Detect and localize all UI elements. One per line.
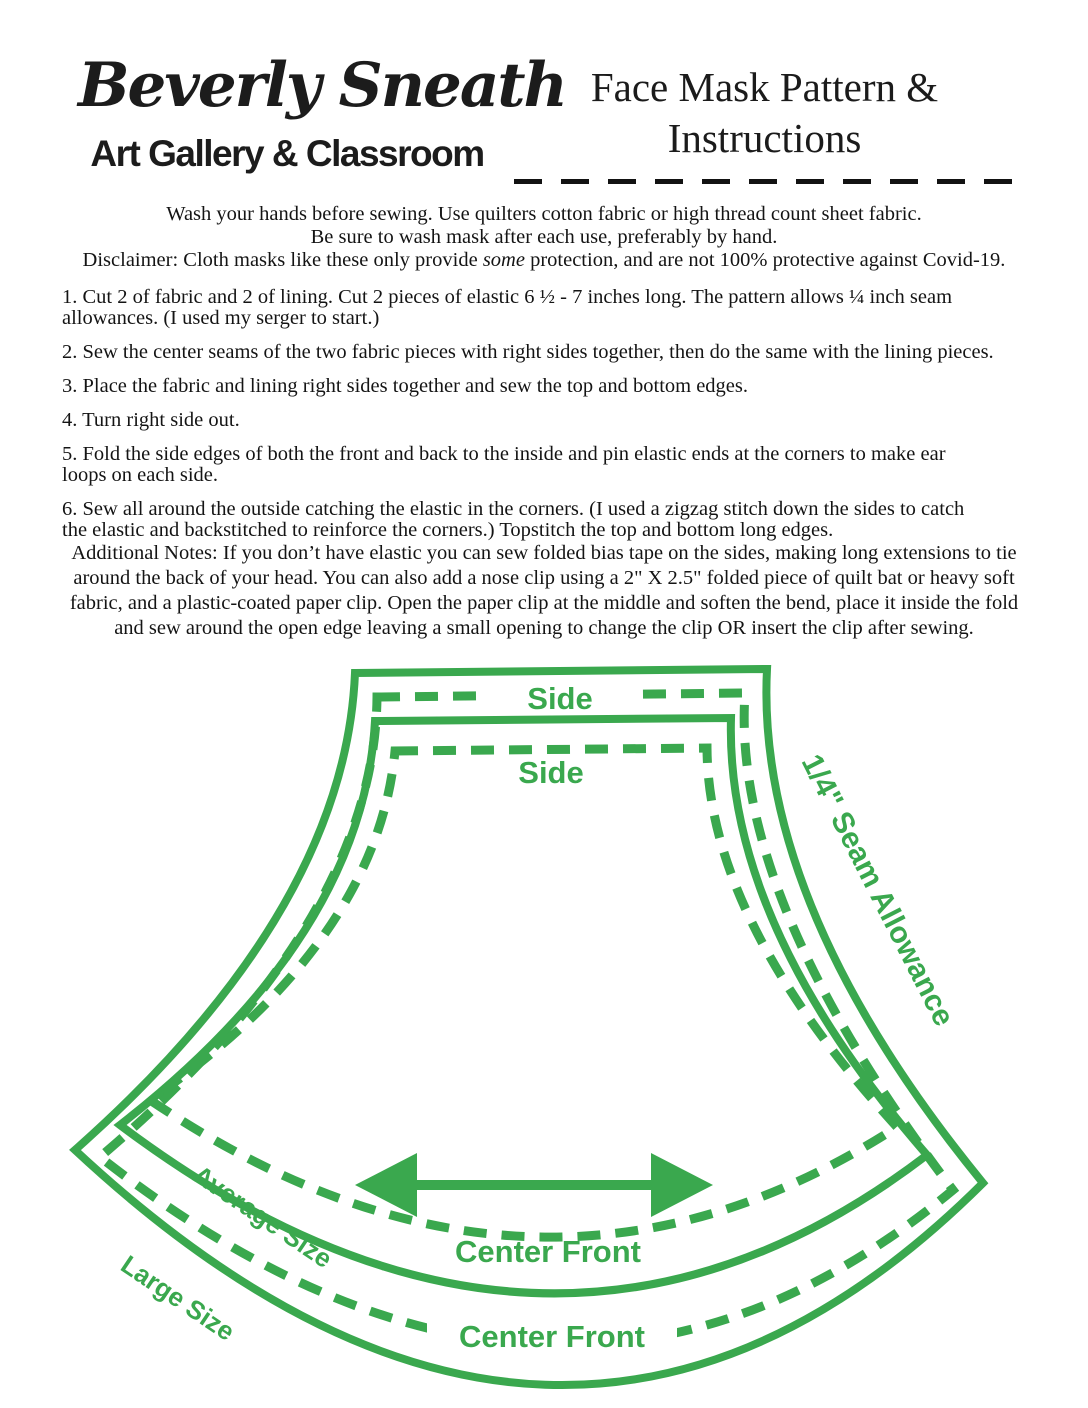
disclaimer-emphasis: some — [482, 249, 525, 271]
step-4 — [62, 410, 1054, 431]
logo-name: Beverly Sneath — [78, 50, 566, 121]
additional-notes — [39, 541, 1049, 641]
step-5-line1: 5. Fold the side edges of both the front and back to the inside and pin elastic ends at the corners to make ear — [62, 443, 946, 465]
page-title — [512, 62, 1017, 164]
intro-line1: Wash your hands before sewing. Use quilters cotton fabric or high thread count sheet fabric. — [166, 203, 922, 225]
side-outer-label: Side — [527, 681, 593, 716]
side-inner-label: Side — [518, 755, 584, 790]
disclaimer — [39, 249, 1049, 272]
disclaimer-pre: Disclaimer: Cloth masks like these only provide — [82, 249, 483, 271]
center-front-average-label: Center Front — [455, 1234, 641, 1269]
step-2 — [62, 342, 1054, 363]
step-5-line2: loops on each side. — [62, 464, 218, 486]
intro-line2: Be sure to wash mask after each use, preferably by hand. — [310, 226, 778, 248]
logo-subtitle: Art Gallery & Classroom — [90, 133, 484, 174]
width-arrow — [355, 1153, 713, 1217]
average-size-label: Average Size — [187, 1159, 338, 1274]
large-size-label: Large Size — [115, 1249, 241, 1347]
page-title-line2: Instructions — [667, 115, 862, 161]
arrow-right-head — [651, 1153, 713, 1217]
step-1-line2: allowances. (I used my serger to start.) — [62, 307, 380, 329]
step-2-line1: 2. Sew the center seams of the two fabric pieces with right sides together, then do the same with the lining pieces. — [62, 341, 994, 363]
step-6-line1: 6. Sew all around the outside catching the elastic in the corners. (I used a zigzag stitch down the sides to catch — [62, 498, 965, 520]
disclaimer-post: protection, and are not 100% protective against Covid-19. — [524, 249, 1006, 271]
logo — [78, 38, 566, 174]
step-1 — [62, 287, 1054, 329]
step-4-line1: 4. Turn right side out. — [62, 409, 240, 431]
seam-allowance-label: 1/4" Seam Allowance — [794, 749, 961, 1032]
mask-pattern-diagram — [55, 645, 1035, 1408]
notes-line2: around the back of your head. You can also add a nose clip using a 2" X 2.5" folded piece of quilt bat or heavy soft — [73, 567, 1015, 589]
notes-line1: Additional Notes: If you don’t have elastic you can sew folded bias tape on the sides, making long extensions to tie — [71, 542, 1017, 564]
center-front-large-label: Center Front — [459, 1319, 645, 1354]
step-1-line1: 1. Cut 2 of fabric and 2 of lining. Cut 2 pieces of elastic 6 ½ - 7 inches long. The pattern allows ¼ inch seam — [62, 286, 953, 308]
title-dashed-underline — [514, 179, 1014, 184]
step-6 — [62, 499, 1054, 541]
step-3-line1: 3. Place the fabric and lining right sides together and sew the top and bottom edges. — [62, 375, 749, 397]
notes-line3: fabric, and a plastic-coated paper clip. Open the paper clip at the middle and soften the bend, place it inside the fold — [69, 592, 1019, 614]
intro-text — [39, 203, 1049, 272]
instruction-steps — [62, 287, 1054, 554]
step-6-line2: the elastic and backstitched to reinforce the corners.) Topstitch the top and bottom long edges. — [62, 519, 834, 541]
step-5 — [62, 444, 1054, 486]
page-title-line1: Face Mask Pattern & — [590, 64, 939, 110]
notes-line4: and sew around the open edge leaving a small opening to change the clip OR insert the clip after sewing. — [114, 617, 974, 639]
step-3 — [62, 376, 1054, 397]
